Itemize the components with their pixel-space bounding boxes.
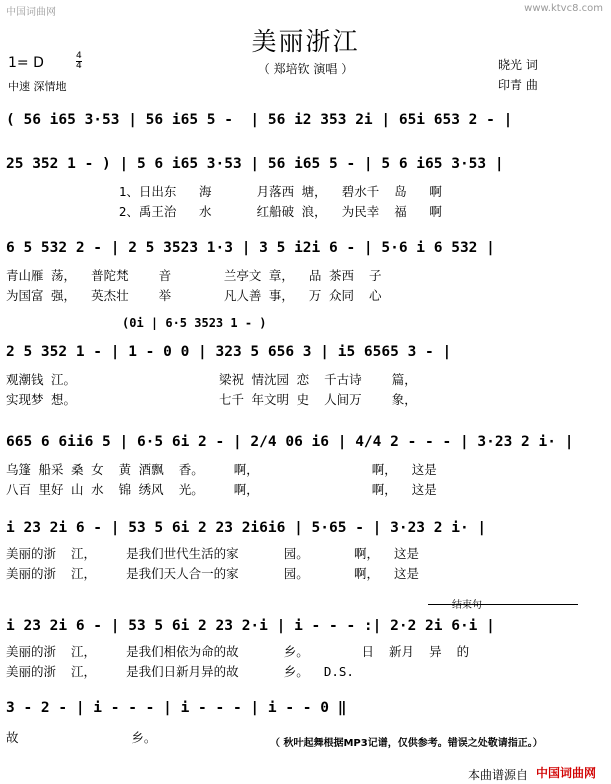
composer-credit: 印青 曲 [498, 78, 538, 92]
lyricist-credit: 晓光 词 [498, 58, 538, 72]
score-row-4 [0, 344, 611, 407]
lyric-verse-1: 1、日出东 海 月落西 塘， 碧水千 岛 啊 [6, 184, 442, 199]
score-row-5 [0, 434, 611, 497]
notation-line: 25 352 1 - ) | 5 6 i65 3·53 | 56 i65 5 - | 5 6 i65 3·53 | [6, 156, 504, 172]
tempo-marking: 中速 深情地 [8, 80, 67, 93]
notation-line: ( 56 i65 3·53 | 56 i65 5 - | 56 i2 353 2i | 65i 653 2 - | [6, 112, 513, 128]
ending-section-line [428, 604, 578, 605]
lyric-verse-1: 美丽的浙 江， 是我们相依为命的故 乡。 日 新月 异 的 [6, 644, 470, 659]
score-row-1 [0, 112, 611, 138]
site-name: 中国词曲网 [536, 766, 597, 780]
notation-line: i 23 2i 6 - | 53 5 6i 2 23 2·i | i - - - :| 2·2 2i 6·i | [6, 618, 495, 634]
lyric-verse-2: 八百 里好 山 水 锦 绣风 光。 啊， 啊， 这是 [6, 482, 437, 497]
lyric-verse-1: 观潮钱 江。 梁祝 情沈园 恋 千古诗 篇， [6, 372, 417, 387]
lyric-verse-2: 实现梦 想。 七千 年文明 史 人间万 象， [6, 392, 417, 407]
intro-reprise-bracket: (0i | 6·5 3523 1 - ) [122, 316, 267, 330]
song-title: 美丽浙江 [251, 27, 360, 56]
lyric-verse-2: 美丽的浙 江， 是我们天人合一的家 园。 啊， 这是 [6, 566, 420, 581]
score-row-7 [0, 618, 611, 679]
score-row-2 [0, 156, 611, 219]
lyric-verse-2: 美丽的浙 江， 是我们日新月异的故 乡。 D.S. [6, 664, 354, 679]
notation-line: 2 5 352 1 - | 1 - 0 0 | 323 5 656 3 | i5 6565 3 - | [6, 344, 452, 360]
notation-line: 3 - 2 - | i - - - | i - - - | i - - 0 ‖ [6, 700, 347, 716]
lyric-verse-1: 青山雁 荡， 普陀梵 音 兰亭文 章， 品 茶西 子 [6, 268, 382, 283]
performer: （ 郑培钦 演唱 ） [257, 62, 354, 76]
notation-line: 665 6 6ii6 5 | 6·5 6i 2 - | 2/4 06 i6 | 4/4 2 - - - | 3·23 2 i· | [6, 434, 574, 450]
time-signature-bottom: 4 [76, 61, 82, 71]
lyric-verse-1: 美丽的浙 江， 是我们世代生活的家 园。 啊， 这是 [6, 546, 420, 561]
notation-line: 6 5 532 2 - | 2 5 3523 1·3 | 3 5 i2i 6 - | 5·6 i 6 532 | [6, 240, 495, 256]
lyric-verse-2: 为国富 强， 英杰壮 举 凡人善 事， 万 众同 心 [6, 288, 382, 303]
notation-line: i 23 2i 6 - | 53 5 6i 2 23 2i6i6 | 5·65 - | 3·23 2 i· | [6, 520, 487, 536]
score-row-6 [0, 520, 611, 581]
score-row-3 [0, 240, 611, 303]
transcriber-note: （ 秋叶起舞根据MP3记谱，仅供参考。错误之处敬请指正。） [270, 738, 543, 749]
key-signature: 1= D [8, 55, 44, 71]
lyric-verse-2: 2、禹王治 水 红船破 浪， 为民幸 福 啊 [6, 204, 442, 219]
watermark-left: 中国词曲网 [6, 7, 56, 18]
watermark-right: www.ktvc8.com [524, 3, 603, 14]
time-signature-top: 4 [76, 51, 82, 61]
lyric-verse-1: 故 乡。 [6, 730, 157, 745]
source-label: 本曲谱源自 [468, 768, 529, 782]
lyric-verse-1: 乌篷 船采 桑 女 黄 酒飘 香。 啊， 啊， 这是 [6, 462, 437, 477]
ending-section-label: 结束句 [452, 600, 482, 611]
